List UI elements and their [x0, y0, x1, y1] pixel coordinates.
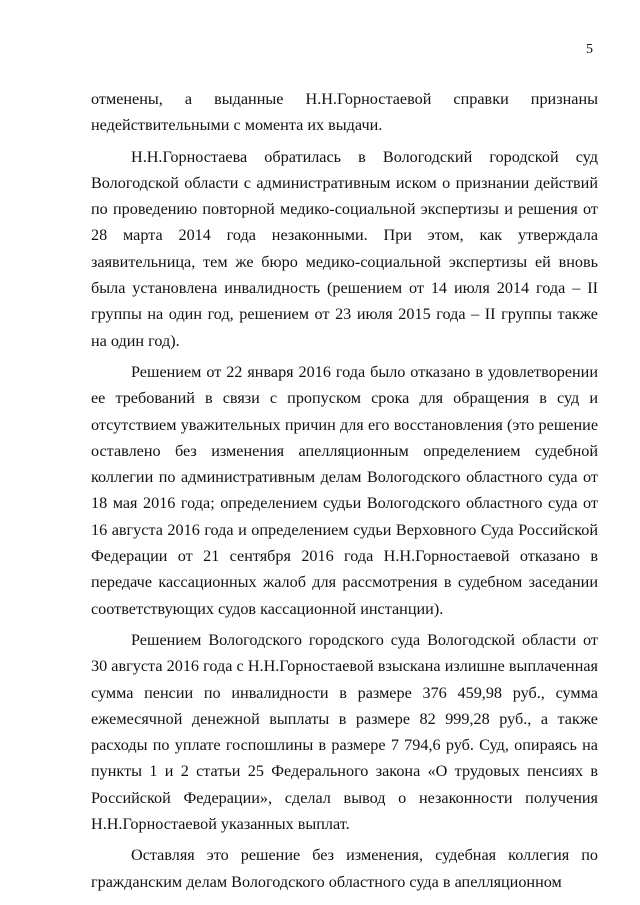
paragraph-appeal: Оставляя это решение без изменения, судебная коллегия по гражданским делам Вологодского областного суда в апелляционном	[91, 846, 598, 891]
paragraph-decision-aug-2016: Решением Вологодского городского суда Вологодской области от 30 августа 2016 года с Н.Н.Горностаевой взыскана излишне выплаченная сумма пенсии по инвалидности в размере 376 459,98 руб., сумма ежемесячной денежной выплаты в размере 82 999,28 руб., а также расходы по уплате госпошлины в размере 7 794,6 руб. Суд, опираясь на пункты 1 и 2 статьи 25 Федерального закона «О трудовых пенсиях в Российской Федерации», сделал вывод о незаконности получения Н.Н.Горностаевой указанных выплат.	[91, 630, 598, 834]
document-body	[91, 86, 598, 900]
paragraph-lawsuit: Н.Н.Горностаева обратилась в Вологодский городской суд Вологодской области с административным иском о признании действий по проведению повторной медико-социальной экспертизы и решения от 28 марта 2014 года незаконными. При этом, как утверждала заявительница, тем же бюро медико-социальной экспертизы ей вновь была установлена инвалидность (решением от 14 июля 2014 года – II группы на один год, решением от 23 июля 2015 года – II группы также на один год).	[91, 147, 598, 350]
paragraph-decision-jan-2016: Решением от 22 января 2016 года было отказано в удовлетворении ее требований в связи с пропуском срока для обращения в суд и отсутствием уважительных причин для его восстановления (это решение оставлено без изменения апелляционным определением судебной коллегии по административным делам Вологодского областного суда от 18 мая 2016 года; определением судьи Вологодского областного суда от 16 августа 2016 года и определением судьи Верховного Суда Российской Федерации от 21 сентября 2016 года Н.Н.Горностаевой отказано в передаче кассационных жалоб для рассмотрения в судебном заседании соответствующих судов кассационной инстанции).	[91, 362, 598, 618]
page-number: 5	[586, 42, 593, 57]
paragraph-continuation: отменены, а выданные Н.Н.Горностаевой справки признаны недействительными с момента их выдачи.	[91, 90, 598, 135]
